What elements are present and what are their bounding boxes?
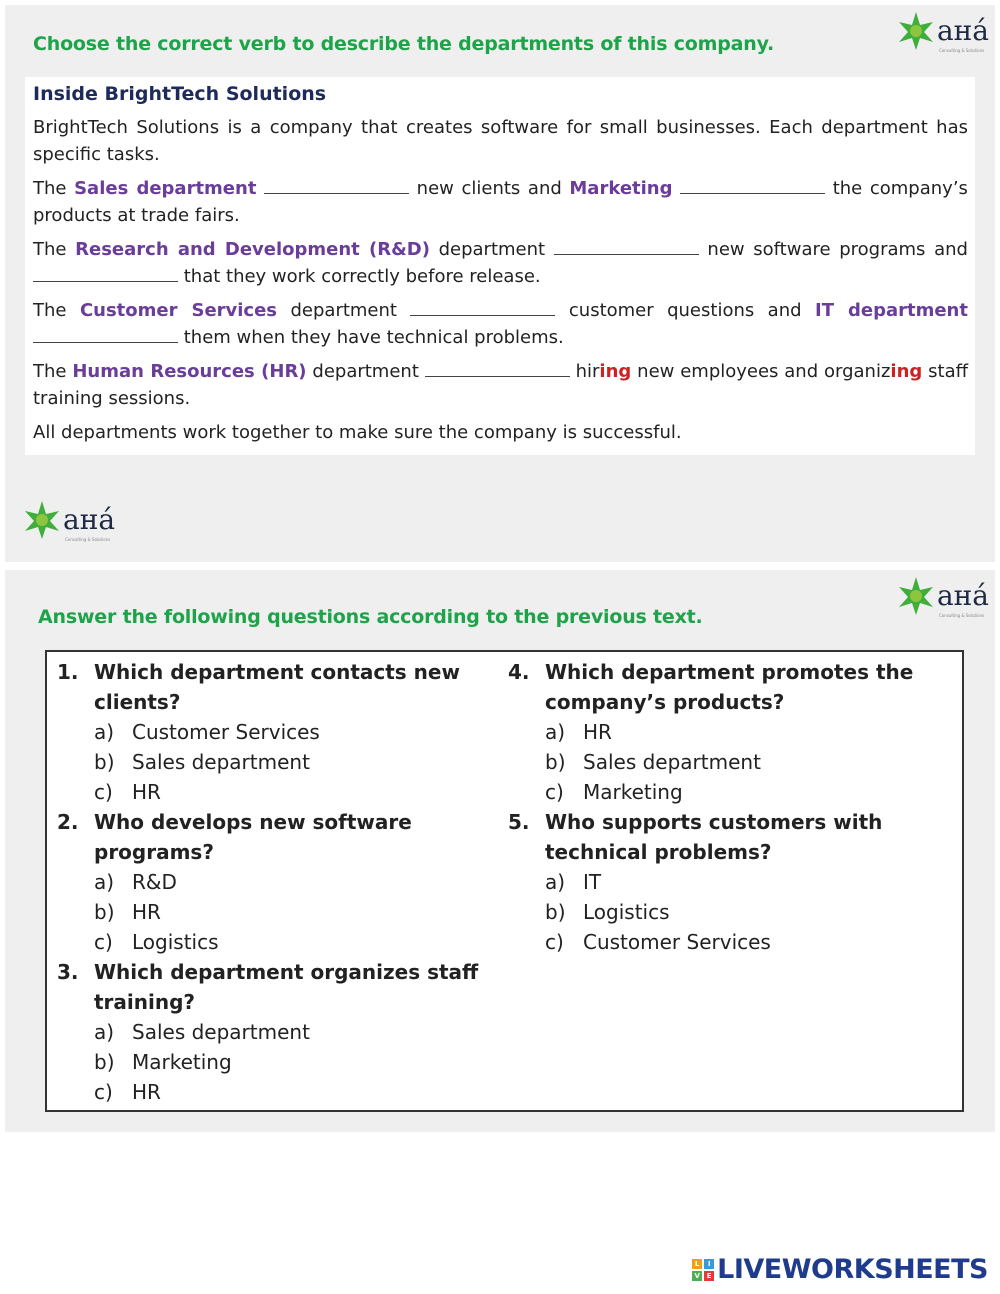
ing-highlight: ing: [890, 361, 923, 382]
text: them when they have technical problems.: [183, 327, 564, 348]
sales-paragraph: [33, 175, 968, 229]
blank-7[interactable]: [425, 362, 570, 377]
questions-box: [45, 650, 964, 1112]
text: that they work correctly before release.: [183, 266, 541, 287]
question-text: Which department promotes the company’s products?: [545, 660, 914, 714]
blank-1[interactable]: [264, 179, 409, 194]
it-department-label: IT department: [815, 300, 968, 321]
option-c[interactable]: c) Marketing: [545, 780, 683, 804]
option-a[interactable]: a) Customer Services: [94, 720, 320, 744]
question-text: Who supports customers with technical problems?: [545, 810, 883, 864]
customer-services-paragraph: [33, 297, 968, 351]
blank-2[interactable]: [680, 179, 825, 194]
question-number: 4.: [508, 660, 530, 684]
aha-logo: [895, 10, 989, 52]
question-number: 2.: [57, 810, 79, 834]
star-icon: [895, 575, 937, 617]
rnd-label: Research and Development (R&D): [75, 239, 430, 260]
option-b[interactable]: b) HR: [94, 900, 161, 924]
aha-logo: [21, 499, 115, 541]
question-number: 1.: [57, 660, 79, 684]
question-number: 5.: [508, 810, 530, 834]
question-text: Which department contacts new clients?: [94, 660, 460, 714]
logo-word: aнá: [936, 579, 989, 612]
option-a[interactable]: a) R&D: [94, 870, 177, 894]
option-c[interactable]: c) Customer Services: [545, 930, 771, 954]
hr-label: Human Resources (HR): [72, 361, 307, 382]
text: department: [438, 239, 546, 260]
text: new employees and organiz: [637, 361, 891, 382]
ing-highlight: ing: [599, 361, 632, 382]
liveworksheets-text: LIVEWORKSHEETS: [717, 1254, 988, 1285]
reading-panel: [5, 5, 995, 562]
text: new clients and: [416, 178, 562, 199]
blank-4[interactable]: [33, 267, 178, 282]
liveworksheets-icon: L I V E: [692, 1259, 714, 1281]
blank-6[interactable]: [33, 328, 178, 343]
option-b[interactable]: b) Logistics: [545, 900, 670, 924]
text: hir: [575, 361, 600, 382]
logo-tagline: Consulting & Solutions: [938, 613, 985, 618]
questions-panel: [5, 570, 995, 1132]
liveworksheets-brand: [692, 1254, 988, 1285]
intro-paragraph: BrightTech Solutions is a company that creates software for small businesses. Each department has specific tasks.: [33, 117, 968, 165]
option-c[interactable]: c) HR: [94, 1080, 161, 1104]
option-a[interactable]: a) HR: [545, 720, 612, 744]
question-text: Who develops new software programs?: [94, 810, 412, 864]
star-icon: [21, 499, 63, 541]
option-a[interactable]: a) IT: [545, 870, 602, 894]
text: The: [33, 361, 67, 382]
question-text: Which department organizes staff training?: [94, 960, 479, 1014]
logo-tagline: Consulting & Solutions: [65, 537, 111, 542]
text-card: [25, 77, 975, 455]
rnd-paragraph: [33, 236, 968, 290]
option-c[interactable]: c) HR: [94, 780, 161, 804]
sales-department-label: Sales department: [74, 178, 257, 199]
text: The: [33, 300, 67, 321]
option-a[interactable]: a) Sales department: [94, 1020, 310, 1044]
text: new software programs and: [707, 239, 968, 260]
text: customer questions and: [568, 300, 802, 321]
aha-logo: [895, 575, 989, 617]
option-c[interactable]: c) Logistics: [94, 930, 219, 954]
card-title: Inside BrightTech Solutions: [33, 83, 327, 105]
option-b[interactable]: b) Marketing: [94, 1050, 232, 1074]
text: The: [33, 239, 67, 260]
text: department: [312, 361, 419, 382]
blank-3[interactable]: [554, 240, 699, 255]
customer-services-label: Customer Services: [79, 300, 278, 321]
text: the company’s products at trade fairs.: [33, 178, 968, 226]
instruction-heading: Choose the correct verb to describe the departments of this company.: [33, 33, 775, 55]
text: The: [33, 178, 67, 199]
instruction-heading: Answer the following questions according to the previous text.: [38, 606, 703, 628]
logo-word: aнá: [936, 14, 989, 47]
option-b[interactable]: b) Sales department: [94, 750, 310, 774]
marketing-label: Marketing: [569, 178, 673, 199]
hr-paragraph: [33, 358, 968, 412]
question-number: 3.: [57, 960, 79, 984]
logo-tagline: Consulting & Solutions: [938, 48, 985, 53]
text: department: [290, 300, 397, 321]
closing-paragraph: All departments work together to make sure the company is successful.: [33, 422, 682, 443]
logo-word: aнá: [63, 503, 116, 536]
option-b[interactable]: b) Sales department: [545, 750, 761, 774]
star-icon: [895, 10, 937, 52]
text: staff training sessions.: [33, 361, 969, 409]
blank-5[interactable]: [410, 301, 555, 316]
